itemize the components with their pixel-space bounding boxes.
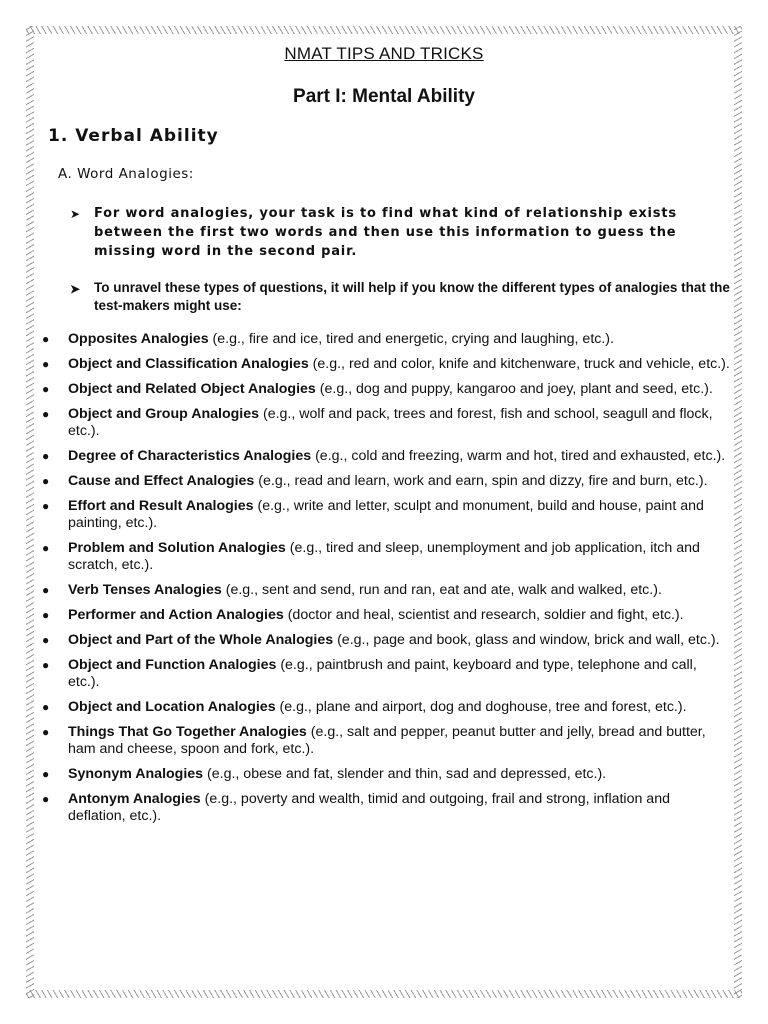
list-item-body [68, 582, 730, 599]
list-item-body [68, 331, 730, 348]
analogy-example: (e.g., red and color, knife and kitchenware, truck and vehicle, etc.). [312, 356, 730, 372]
analogy-example: (doctor and heal, scientist and research, soldier and fight, etc.). [287, 607, 684, 623]
bullet-dot-icon: ● [42, 332, 50, 346]
analogy-list [40, 331, 730, 833]
bullet-dot-icon: ● [42, 658, 50, 672]
analogy-example: (e.g., write and letter, sculpt and monument, build and house, paint and painting, etc.). [68, 498, 704, 531]
bullet-dot-icon: ● [42, 792, 50, 806]
border-left [26, 26, 34, 998]
bullet-dot-icon: ● [42, 407, 50, 421]
tip-item [70, 204, 730, 261]
section-title: 1. Verbal Ability [48, 126, 219, 146]
analogy-example: (e.g., tired and sleep, unemployment and job application, itch and scratch, etc.). [68, 540, 700, 573]
bullet-dot-icon: ● [42, 382, 50, 396]
analogy-name: Performer and Action Analogies [68, 607, 284, 623]
bullet-dot-icon: ● [42, 499, 50, 513]
list-item-body [68, 406, 730, 440]
list-item [40, 724, 730, 758]
list-item-body [68, 766, 730, 783]
list-item-body [68, 356, 730, 373]
list-item [40, 381, 730, 398]
list-item [40, 791, 730, 825]
list-item [40, 582, 730, 599]
analogy-example: (e.g., paintbrush and paint, keyboard and type, telephone and call, etc.). [68, 657, 697, 690]
analogy-example: (e.g., poverty and wealth, timid and outgoing, frail and strong, inflation and deflation, etc.). [68, 791, 670, 824]
list-item-body [68, 699, 730, 716]
list-item-body [68, 607, 730, 624]
bullet-dot-icon: ● [42, 608, 50, 622]
analogy-name: Effort and Result Analogies [68, 498, 254, 514]
border-top [26, 26, 742, 34]
analogy-name: Object and Related Object Analogies [68, 381, 316, 397]
list-item [40, 699, 730, 716]
list-item [40, 607, 730, 624]
analogy-name: Object and Location Analogies [68, 699, 276, 715]
list-item-body [68, 724, 730, 758]
list-item [40, 657, 730, 691]
bullet-dot-icon: ● [42, 633, 50, 647]
document-title: NMAT TIPS AND TRICKS [284, 44, 484, 63]
analogy-example: (e.g., obese and fat, slender and thin, sad and depressed, etc.). [207, 766, 607, 782]
list-item [40, 406, 730, 440]
analogy-name: Opposites Analogies [68, 331, 209, 347]
list-item-body [68, 540, 730, 574]
analogy-example: (e.g., salt and pepper, peanut butter and jelly, bread and butter, ham and cheese, spoon and fork, etc.). [68, 724, 706, 757]
analogy-example: (e.g., cold and freezing, warm and hot, tired and exhausted, etc.). [315, 448, 726, 464]
bullet-dot-icon: ● [42, 449, 50, 463]
analogy-name: Cause and Effect Analogies [68, 473, 255, 489]
bullet-dot-icon: ● [42, 725, 50, 739]
list-item-body [68, 657, 730, 691]
tip-text: For word analogies, your task is to find what kind of relationship exists between the first two words and then use this information to guess the missing word in the second pair. [94, 206, 677, 259]
analogy-example: (e.g., sent and send, run and ran, eat and ate, walk and walked, etc.). [225, 582, 662, 598]
list-item-body [68, 632, 730, 649]
border-right [734, 26, 742, 998]
list-item-body [68, 473, 730, 490]
bullet-dot-icon: ● [42, 357, 50, 371]
analogy-name: Synonym Analogies [68, 766, 204, 782]
analogy-name: Degree of Characteristics Analogies [68, 448, 312, 464]
analogy-name: Object and Part of the Whole Analogies [68, 632, 334, 648]
list-item [40, 448, 730, 465]
list-item-body [68, 498, 730, 532]
analogy-example: (e.g., fire and ice, tired and energetic, crying and laughing, etc.). [212, 331, 614, 347]
list-item-body [68, 448, 730, 465]
bullet-dot-icon: ● [42, 474, 50, 488]
analogy-example: (e.g., read and learn, work and earn, spin and dizzy, fire and burn, etc.). [258, 473, 708, 489]
list-item [40, 473, 730, 490]
analogy-example: (e.g., dog and puppy, kangaroo and joey, plant and seed, etc.). [319, 381, 713, 397]
list-item-body [68, 381, 730, 398]
analogy-name: Antonym Analogies [68, 791, 201, 807]
part-title: Part I: Mental Ability [293, 86, 475, 107]
list-item [40, 766, 730, 783]
bullet-dot-icon: ● [42, 541, 50, 555]
list-item [40, 498, 730, 532]
analogy-name: Verb Tenses Analogies [68, 582, 222, 598]
list-item [40, 356, 730, 373]
bullet-dot-icon: ● [42, 583, 50, 597]
list-item [40, 632, 730, 649]
bullet-dot-icon: ● [42, 767, 50, 781]
analogy-name: Problem and Solution Analogies [68, 540, 286, 556]
border-bottom [26, 990, 742, 998]
analogy-name: Object and Function Analogies [68, 657, 277, 673]
subsection-title: A. Word Analogies: [58, 166, 194, 182]
list-item [40, 540, 730, 574]
arrow-right-icon: ➤ [70, 282, 81, 296]
analogy-name: Object and Group Analogies [68, 406, 260, 422]
analogy-name: Object and Classification Analogies [68, 356, 309, 372]
bullet-dot-icon: ● [42, 700, 50, 714]
tip-item [70, 279, 730, 315]
analogy-name: Things That Go Together Analogies [68, 724, 307, 740]
list-item-body [68, 791, 730, 825]
arrow-right-icon: ➤ [70, 207, 81, 221]
analogy-example: (e.g., wolf and pack, trees and forest, fish and school, seagull and flock, etc.). [68, 406, 713, 439]
list-item [40, 331, 730, 348]
analogy-example: (e.g., plane and airport, dog and doghouse, tree and forest, etc.). [279, 699, 687, 715]
analogy-example: (e.g., page and book, glass and window, brick and wall, etc.). [337, 632, 720, 648]
tip-text: To unravel these types of questions, it will help if you know the different types of analogies that the test-makers might use: [94, 280, 730, 313]
